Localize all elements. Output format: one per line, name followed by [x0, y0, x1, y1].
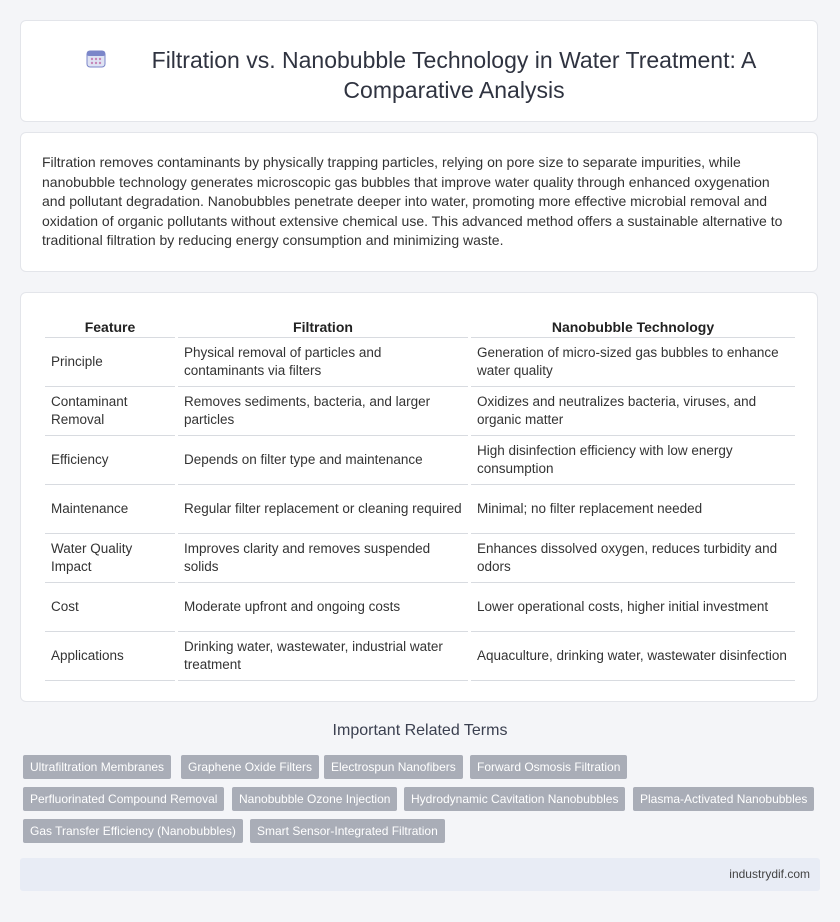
- comparison-card: [20, 292, 818, 702]
- table-row: [45, 632, 795, 681]
- table-header-row: [45, 315, 795, 338]
- related-term-tag[interactable]: Gas Transfer Efficiency (Nanobubbles): [23, 819, 243, 843]
- table-cell: Cost: [45, 583, 175, 632]
- table-cell: Physical removal of particles and contaminants via filters: [178, 338, 468, 387]
- related-term-tag[interactable]: Hydrodynamic Cavitation Nanobubbles: [404, 787, 625, 811]
- table-cell: Applications: [45, 632, 175, 681]
- comparison-table: [42, 315, 798, 681]
- intro-text: Filtration removes contaminants by physically trapping particles, relying on pore size to separate impurities, while nanobubble technology generates microscopic gas bubbles that improve water quality through enhanced oxygenation and pollutant degradation. Nanobubbles penetrate deeper into water, promoting more effective microbial removal and oxidation of organic pollutants without extensive chemical use. This advanced method offers a sustainable alternative to traditional filtration by reducing energy consumption and minimizing waste.: [42, 154, 783, 248]
- table-cell: Regular filter replacement or cleaning required: [178, 485, 468, 534]
- column-header: Filtration: [178, 315, 468, 338]
- intro-card: [20, 132, 818, 272]
- footer-site-link[interactable]: industrydif.com: [729, 867, 810, 881]
- table-cell: Enhances dissolved oxygen, reduces turbidity and odors: [471, 534, 795, 583]
- related-term-tag[interactable]: Perfluorinated Compound Removal: [23, 787, 224, 811]
- table-cell: Maintenance: [45, 485, 175, 534]
- related-term-tag[interactable]: Electrospun Nanofibers: [324, 755, 463, 779]
- table-cell: Minimal; no filter replacement needed: [471, 485, 795, 534]
- table-cell: Aquaculture, drinking water, wastewater disinfection: [471, 632, 795, 681]
- table-row: [45, 387, 795, 436]
- table-cell: Improves clarity and removes suspended solids: [178, 534, 468, 583]
- footer: [20, 858, 820, 891]
- table-cell: Removes sediments, bacteria, and larger particles: [178, 387, 468, 436]
- title-card: [20, 20, 818, 122]
- table-row: [45, 436, 795, 485]
- related-term-tag[interactable]: Ultrafiltration Membranes: [23, 755, 171, 779]
- related-term-tag[interactable]: Graphene Oxide Filters: [181, 755, 319, 779]
- table-row: [45, 583, 795, 632]
- table-cell: Water Quality Impact: [45, 534, 175, 583]
- related-term-tag[interactable]: Nanobubble Ozone Injection: [232, 787, 397, 811]
- related-terms-title: Important Related Terms: [332, 722, 508, 739]
- table-cell: Generation of micro-sized gas bubbles to enhance water quality: [471, 338, 795, 387]
- column-header: Nanobubble Technology: [471, 315, 795, 338]
- table-row: [45, 338, 795, 387]
- column-header: Feature: [45, 315, 175, 338]
- page-title: Filtration vs. Nanobubble Technology in Water Treatment: A Comparative Analysis: [151, 47, 757, 103]
- table-cell: Principle: [45, 338, 175, 387]
- related-term-tag[interactable]: Forward Osmosis Filtration: [470, 755, 627, 779]
- table-cell: Efficiency: [45, 436, 175, 485]
- table-cell: Lower operational costs, higher initial investment: [471, 583, 795, 632]
- related-term-tag[interactable]: Smart Sensor-Integrated Filtration: [250, 819, 445, 843]
- table-cell: Moderate upfront and ongoing costs: [178, 583, 468, 632]
- related-term-tag[interactable]: Plasma-Activated Nanobubbles: [633, 787, 814, 811]
- table-cell: Depends on filter type and maintenance: [178, 436, 468, 485]
- table-cell: Oxidizes and neutralizes bacteria, viruses, and organic matter: [471, 387, 795, 436]
- table-cell: Contaminant Removal: [45, 387, 175, 436]
- table-row: [45, 534, 795, 583]
- table-cell: High disinfection efficiency with low energy consumption: [471, 436, 795, 485]
- table-cell: Drinking water, wastewater, industrial water treatment: [178, 632, 468, 681]
- table-row: [45, 485, 795, 534]
